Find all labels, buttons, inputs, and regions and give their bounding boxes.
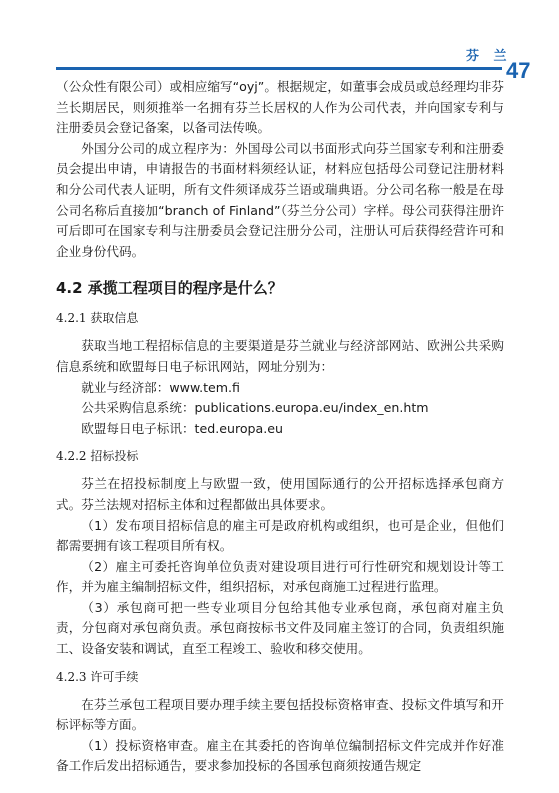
header-rule <box>56 67 502 70</box>
subsection-heading: 4.2.3 许可手续 <box>56 669 139 684</box>
body-paragraph: （2）雇主可委托咨询单位负责对建设项目进行可行性研究和规划设计等工作，并为雇主编制招标文件，组织招标，对承包商施工过程进行监理。 <box>56 558 504 595</box>
website-line: 公共采购信息系统：publications.europa.eu/index_en.htm <box>81 400 429 416</box>
subsection-heading: 4.2.2 招标投标 <box>56 449 139 464</box>
running-header-country: 芬 兰 <box>466 49 512 64</box>
intro-paragraph: （公众性有限公司）或相应缩写“oyj”。根据规定，如董事会成员或总经理均非芬兰长期居民，则须推举一名拥有芬兰长居权的人作为公司代表，并向国家专利与注册委员会登记备案，以备司法传唤。 <box>56 79 504 136</box>
page-number: 47 <box>506 58 531 83</box>
body-paragraph: （1）发布项目招标信息的雇主可是政府机构或组织，也可是企业，但他们都需要拥有该工程项目所有权。 <box>56 517 504 554</box>
body-paragraph: 芬兰在招投标制度上与欧盟一致，使用国际通行的公开招标选择承包商方式。芬兰法规对招标主体和过程都做出具体要求。 <box>56 476 504 512</box>
body-paragraph: （1）投标资格审查。雇主在其委托的咨询单位编制招标文件完成并作好准备工作后发出招标通告，要求参加投标的各国承包商须按通告规定 <box>56 737 504 774</box>
website-line: 欧盟每日电子标讯：ted.europa.eu <box>81 420 283 436</box>
body-paragraph: 在芬兰承包工程项目要办理手续主要包括投标资格审查、投标文件填写和开标评标等方面。 <box>56 696 504 733</box>
body-paragraph: 获取当地工程招标信息的主要渠道是芬兰就业与经济部网站、欧洲公共采购信息系统和欧盟每日电子标讯网站，网址分别为： <box>56 338 504 374</box>
body-paragraph: （3）承包商可把一些专业项目分包给其他专业承包商，承包商对雇主负责，分包商对承包商负责。承包商按标书文件及同雇主签订的合同，负责组织施工、设备安装和调试，直至工程竣工、验收和移交使用。 <box>56 599 504 657</box>
subsection-heading: 4.2.1 获取信息 <box>56 311 139 326</box>
website-line: 就业与经济部：www.tem.fi <box>81 379 240 395</box>
intro-paragraph: 外国分公司的成立程序为：外国母公司以书面形式向芬兰国家专利和注册委员会提出申请，申请报告的书面材料须经认证，材料应包括母公司登记注册材料和分公司代表人证明，所有文件须译成芬兰语或瑞典语。分公司名称一般是在母公司名称后直接加“branch of Finland”（芬兰分公司）字样。母公司获得注册许可后即可在国家专利与注册委员会登记注册分公司，注册认可后获得经营许可和企业身份代码。 <box>56 140 504 259</box>
section-heading: 4.2 承揽工程项目的程序是什么？ <box>56 279 283 298</box>
page-body <box>56 77 504 777</box>
